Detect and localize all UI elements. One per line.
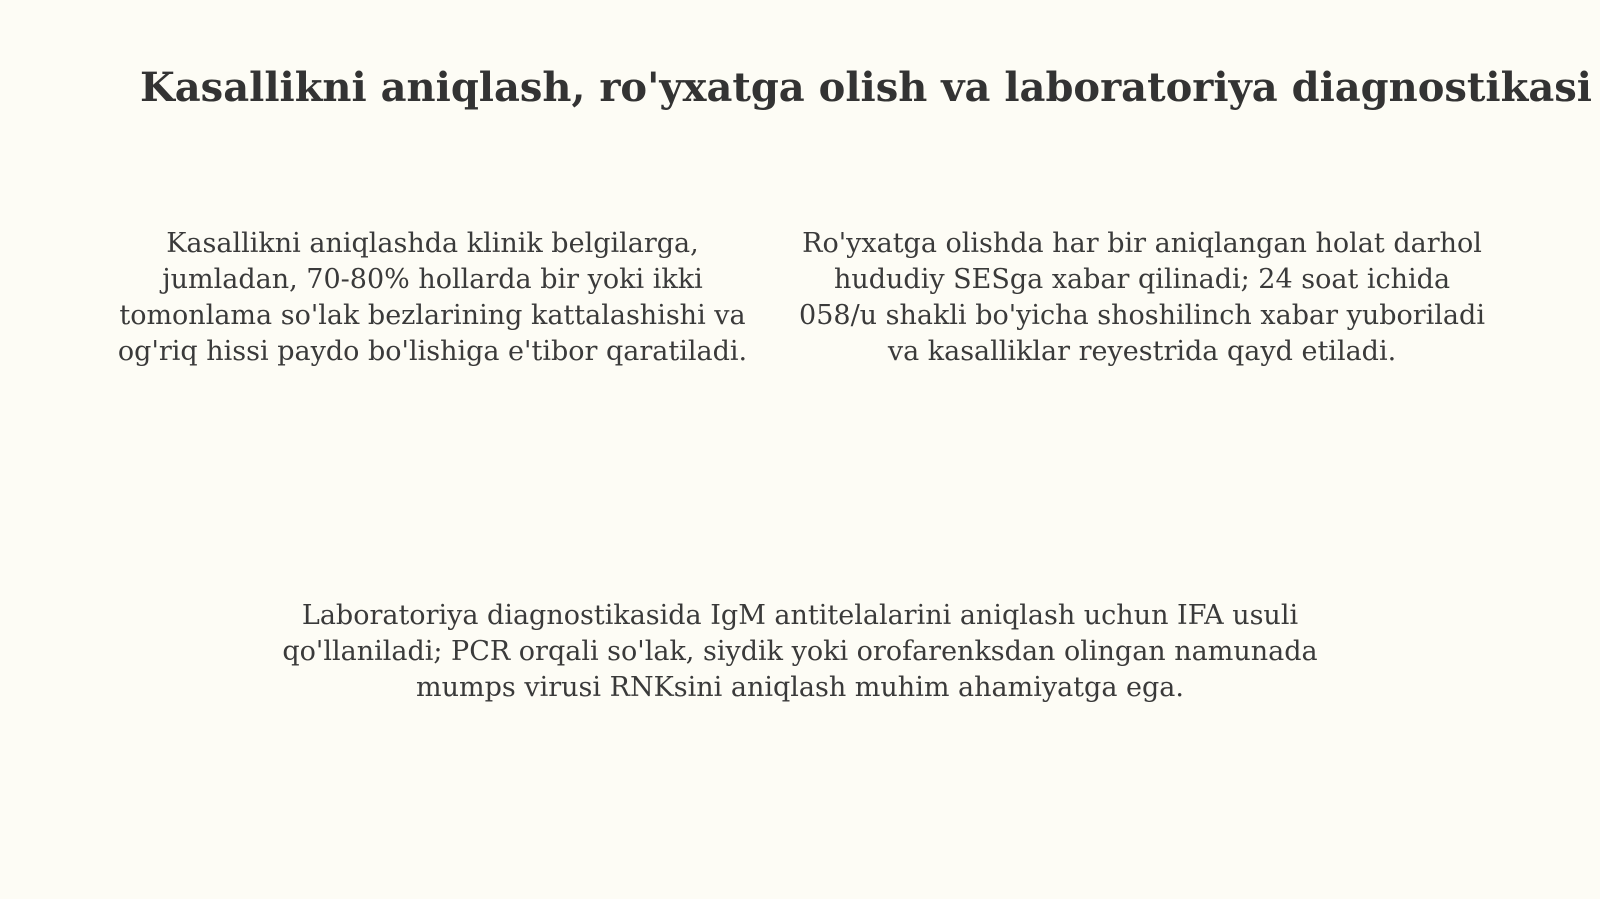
detection-paragraph: Kasallikni aniqlashda klinik belgilarga, jumladan, 70-80% hollarda bir yoki ikki tomonlama so'lak bezlarining kattalashishi va og'riq hissi paydo bo'lishiga e'tibor qaratiladi.	[117, 228, 748, 367]
slide-title: Kasallikni aniqlash, ro'yxatga olish va laboratoriya diagnostikasi	[140, 64, 1592, 111]
laboratory-paragraph: Laboratoriya diagnostikasida IgM antitelalarini aniqlash uchun IFA usuli qo'llaniladi; PCR orqali so'lak, siydik yoki orofarenksdan olingan namunada mumps virusi RNKsini aniqlash muhim ahamiyatga ega.	[282, 600, 1318, 703]
registration-paragraph: Ro'yxatga olishda har bir aniqlangan holat darhol hududiy SESga xabar qilinadi; 24 soat ichida 058/u shakli bo'yicha shoshilinch xabar yuboriladi va kasalliklar reyestrida qayd etiladi.	[799, 228, 1485, 367]
